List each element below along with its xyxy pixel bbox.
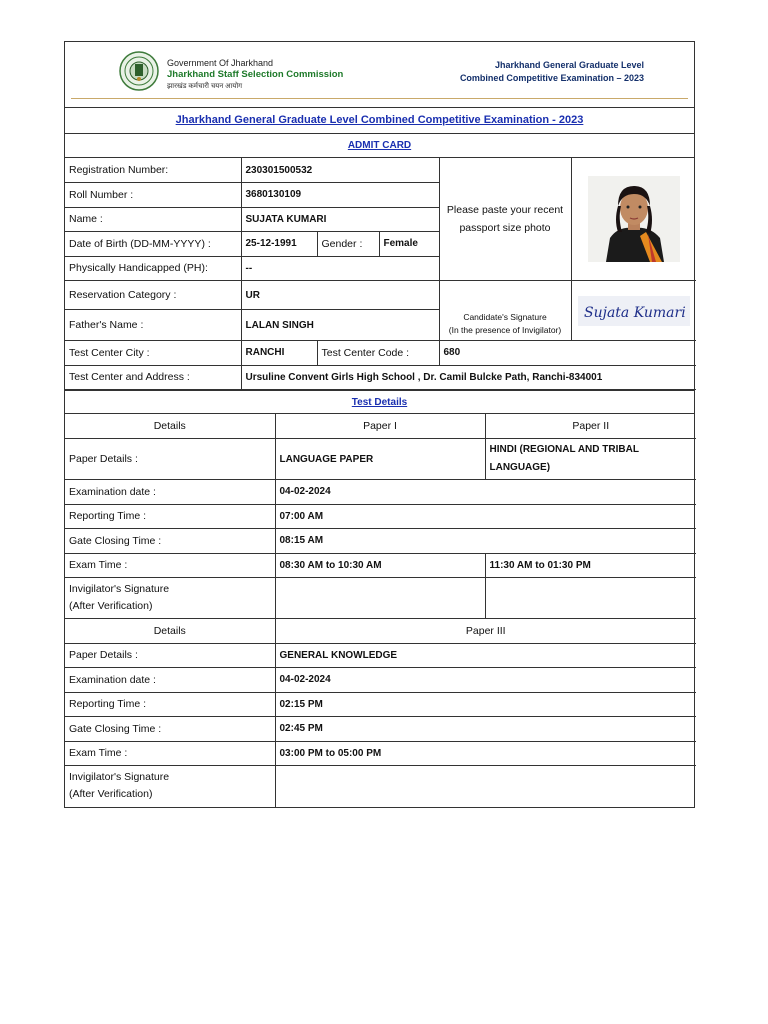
gender-label: Gender : xyxy=(317,232,379,257)
name-label: Name : xyxy=(65,207,241,232)
table-row xyxy=(65,578,696,619)
reporting-time-label: Reporting Time : xyxy=(65,504,275,529)
table-row xyxy=(65,692,696,717)
invigilator-signature-label-3 xyxy=(65,766,275,807)
ph-label: Physically Handicapped (PH): xyxy=(65,256,241,281)
paper-3-time: 03:00 PM to 05:00 PM xyxy=(275,741,696,766)
table-row xyxy=(65,741,696,766)
commission-name: Jharkhand Staff Selection Commission xyxy=(167,69,344,80)
table-row xyxy=(65,668,696,693)
registration-label: Registration Number: xyxy=(65,158,241,183)
paper-1-time: 08:30 AM to 10:30 AM xyxy=(275,553,485,578)
admit-card-sheet xyxy=(64,41,695,808)
registration-value: 230301500532 xyxy=(241,158,439,183)
gate-closing-value: 08:15 AM xyxy=(275,529,696,554)
table-row xyxy=(65,504,696,529)
roll-value: 3680130109 xyxy=(241,183,439,208)
city-value: RANCHI xyxy=(241,341,317,366)
ph-value: -- xyxy=(241,256,439,281)
exam-date-value: 04-02-2024 xyxy=(275,480,696,505)
invigilator-signature-label xyxy=(65,578,275,619)
jharkhand-emblem-icon xyxy=(119,51,159,91)
address-value: Ursuline Convent Girls High School , Dr. Camil Bulcke Path, Ranchi-834001 xyxy=(241,365,696,390)
invigilator-label-line1-3: Invigilator's Signature xyxy=(69,771,170,784)
candidate-signature xyxy=(578,296,690,326)
gate-closing-value-3: 02:45 PM xyxy=(275,717,696,742)
svg-text:Sujata Kumari: Sujata Kumari xyxy=(583,304,686,321)
candidate-photo-cell xyxy=(571,158,696,281)
gate-closing-label: Gate Closing Time : xyxy=(65,529,275,554)
exam-date-label-3: Examination date : xyxy=(65,668,275,693)
column-header-details: Details xyxy=(65,414,275,439)
exam-date-label: Examination date : xyxy=(65,480,275,505)
table-row xyxy=(65,158,696,183)
paper-1-name: LANGUAGE PAPER xyxy=(275,439,485,480)
table-row xyxy=(65,717,696,742)
paper-3-invigilator-box xyxy=(275,766,696,807)
invigilator-label-line2: (After Verification) xyxy=(69,600,153,612)
table-row xyxy=(65,365,696,390)
paper-details-label: Paper Details : xyxy=(65,439,275,480)
exam-time-label: Exam Time : xyxy=(65,553,275,578)
invigilator-label-line2-3: (After Verification) xyxy=(69,788,153,801)
gender-value: Female xyxy=(379,232,439,257)
column-header-paper-2: Paper II xyxy=(485,414,696,439)
reporting-time-label-3: Reporting Time : xyxy=(65,692,275,717)
center-code-label: Test Center Code : xyxy=(317,341,439,366)
paper-1-invigilator-box xyxy=(275,578,485,619)
paper-3-name: GENERAL KNOWLEDGE xyxy=(275,643,696,668)
table-row xyxy=(65,619,696,644)
exam-header-title xyxy=(460,59,644,85)
exam-date-value-3: 04-02-2024 xyxy=(275,668,696,693)
reporting-time-value: 07:00 AM xyxy=(275,504,696,529)
table-row xyxy=(65,643,696,668)
name-value: SUJATA KUMARI xyxy=(241,207,439,232)
exam-header-line1: Jharkhand General Graduate Level xyxy=(494,60,644,70)
dob-label: Date of Birth (DD-MM-YYYY) : xyxy=(65,232,241,257)
gate-closing-label-3: Gate Closing Time : xyxy=(65,717,275,742)
invigilator-label-line1: Invigilator's Signature xyxy=(69,583,170,595)
signature-cell xyxy=(571,281,696,341)
column-header-details-2: Details xyxy=(65,619,275,644)
signature-caption xyxy=(439,281,571,341)
center-code-value: 680 xyxy=(439,341,696,366)
column-header-paper-3: Paper III xyxy=(275,619,696,644)
reporting-time-value-3: 02:15 PM xyxy=(275,692,696,717)
paper-2-name: HINDI (REGIONAL AND TRIBAL LANGUAGE) xyxy=(485,439,696,480)
table-row xyxy=(65,553,696,578)
roll-label: Roll Number : xyxy=(65,183,241,208)
document-header xyxy=(65,42,694,108)
table-row xyxy=(65,766,696,807)
header-divider xyxy=(71,98,688,99)
candidate-photo xyxy=(588,176,680,262)
table-row xyxy=(65,480,696,505)
exam-title: Jharkhand General Graduate Level Combined Competitive Examination - 2023 xyxy=(65,108,694,134)
government-label: Government Of Jharkhand xyxy=(167,58,274,68)
organisation-name-block xyxy=(167,57,343,93)
father-label: Father's Name : xyxy=(65,310,241,341)
paper-2-time: 11:30 AM to 01:30 PM xyxy=(485,553,696,578)
test-details-table xyxy=(65,414,696,807)
exam-header-line2: Combined Competitive Examination – 2023 xyxy=(459,73,644,83)
admit-card-title: ADMIT CARD xyxy=(65,134,694,158)
photo-instruction: Please paste your recent passport size photo xyxy=(439,158,571,281)
table-row xyxy=(65,414,696,439)
table-row xyxy=(65,439,696,480)
category-label: Reservation Category : xyxy=(65,281,241,310)
table-row xyxy=(65,281,696,310)
table-row xyxy=(65,529,696,554)
exam-time-label-3: Exam Time : xyxy=(65,741,275,766)
column-header-paper-1: Paper I xyxy=(275,414,485,439)
signature-caption-line2: (In the presence of Invigilator) xyxy=(448,325,562,335)
signature-caption-line1: Candidate's Signature xyxy=(463,312,547,322)
address-label: Test Center and Address : xyxy=(65,365,241,390)
city-label: Test Center City : xyxy=(65,341,241,366)
commission-name-hindi: झारखंड कर्मचारी चयन आयोग xyxy=(167,83,243,90)
test-details-title: Test Details xyxy=(65,390,694,414)
dob-value: 25-12-1991 xyxy=(241,232,317,257)
table-row xyxy=(65,341,696,366)
paper-details-label-3: Paper Details : xyxy=(65,643,275,668)
category-value: UR xyxy=(241,281,439,310)
candidate-details-table xyxy=(65,158,696,390)
paper-2-invigilator-box xyxy=(485,578,696,619)
father-value: LALAN SINGH xyxy=(241,310,439,341)
